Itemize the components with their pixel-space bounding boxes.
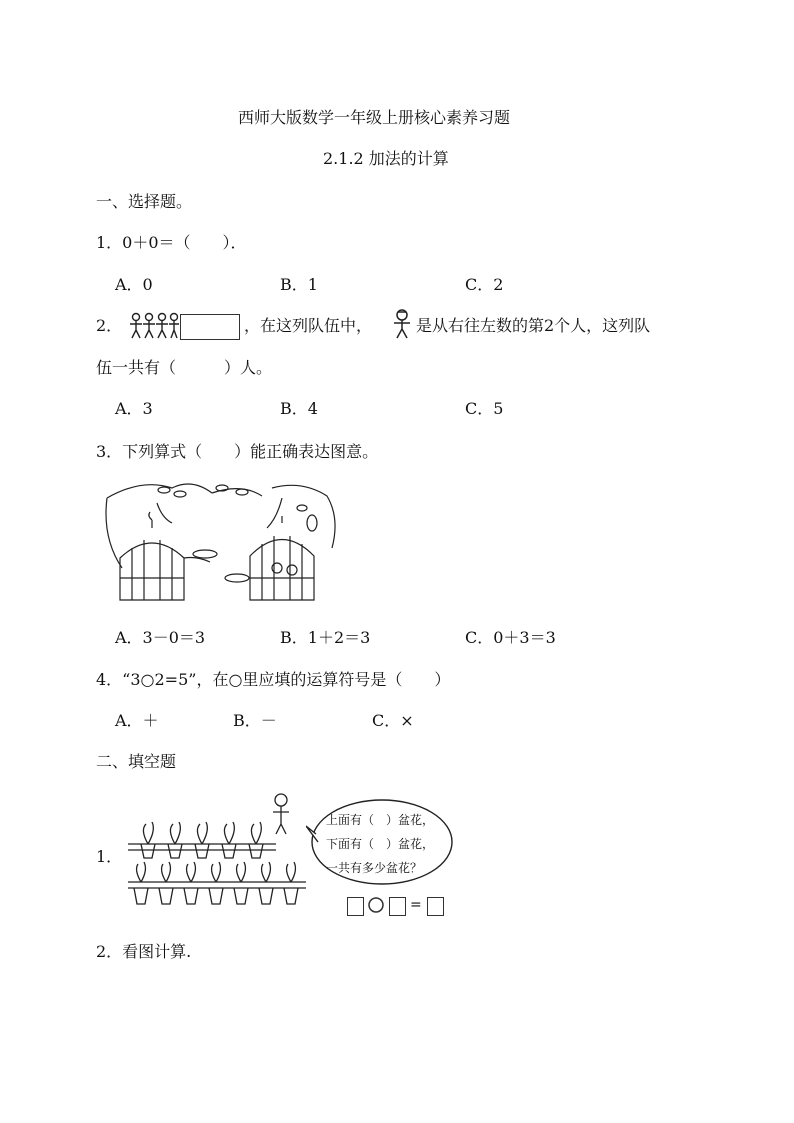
question-3: 3．下列算式（ ）能正确表达图意。	[96, 442, 379, 461]
question-2-text-b: 是从右往左数的第2个人，这列队	[416, 316, 651, 335]
q1-option-b[interactable]: B．1	[280, 275, 318, 294]
q4-option-c[interactable]: C．×	[372, 711, 414, 730]
q2-option-c[interactable]: C．5	[465, 399, 504, 418]
bubble-line-2: 下面有（ ）盆花，	[326, 837, 435, 851]
fill-question-2: 2．看图计算.	[96, 942, 192, 961]
page-subtitle: 2.1.2 加法的计算	[323, 149, 449, 168]
q3-option-b[interactable]: B．1＋2＝3	[280, 628, 371, 647]
q3-option-c[interactable]: C．0＋3＝3	[465, 628, 556, 647]
question-2-text-c: 伍一共有（ ）人。	[96, 358, 273, 377]
fill-question-1-number: 1．	[96, 847, 123, 866]
equation-box-3[interactable]	[427, 897, 444, 916]
section-heading-fill: 二、填空题	[96, 752, 177, 771]
q4-option-a[interactable]: A．＋	[115, 711, 159, 730]
q3-option-a[interactable]: A．3－0＝3	[115, 628, 206, 647]
equation-box-1[interactable]	[347, 897, 364, 916]
bubble-line-1: 上面有（ ）盆花，	[326, 813, 435, 827]
q2-option-a[interactable]: A．3	[115, 399, 153, 418]
child-figure-icon	[390, 309, 414, 339]
q2-option-b[interactable]: B．4	[280, 399, 318, 418]
q4-option-b[interactable]: B．－	[233, 711, 277, 730]
question-2-number: 2．	[96, 316, 123, 335]
hidden-queue-box	[180, 314, 240, 340]
q1-option-c[interactable]: C．2	[465, 275, 504, 294]
equation-equals: =	[410, 897, 422, 913]
kids-group-icon	[128, 312, 180, 340]
section-heading-choice: 一、选择题。	[96, 192, 193, 211]
operator-circle-icon	[367, 896, 385, 914]
question-4: 4．“3○2=5”，在○里应填的运算符号是（ ）	[96, 670, 451, 689]
question-2-text-a: ，在这列队伍中，	[244, 316, 373, 335]
question-1: 1．0＋0＝（ ）．	[96, 233, 247, 252]
page-title: 西师大版数学一年级上册核心素养习题	[238, 108, 511, 127]
q1-option-a[interactable]: A．0	[115, 275, 153, 294]
birdcages-illustration	[102, 478, 342, 606]
bubble-line-3: 一共有多少盆花？	[326, 861, 423, 875]
flower-pots-illustration	[126, 786, 316, 916]
equation-box-2[interactable]	[389, 897, 406, 916]
